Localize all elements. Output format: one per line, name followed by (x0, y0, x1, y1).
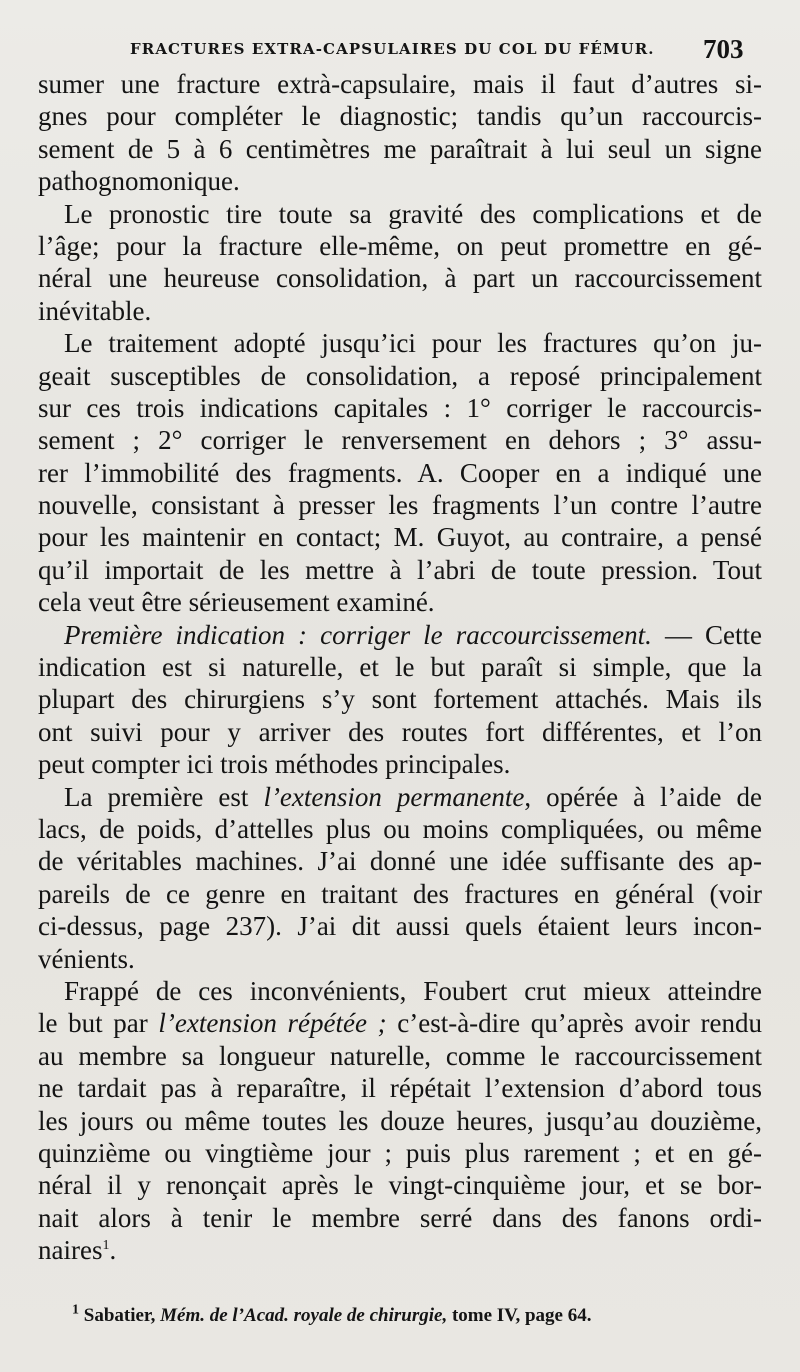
page-header (0, 34, 800, 68)
page-number: 703 (703, 34, 744, 64)
text-line: nait alors à tenir le membre serré dans des fanons ordi- (38, 1202, 762, 1233)
footnote-marker: 1 (72, 1302, 79, 1318)
text-line: vénients. (38, 943, 135, 974)
text-line: gnes pour compléter le diagnostic; tandis qu’un raccourcis- (38, 101, 762, 132)
text-line: inévitable. (38, 295, 152, 326)
text-line: sumer une fracture extrà-capsulaire, mais il faut d’autres si- (38, 69, 762, 99)
text-line: de véritables machines. J’ai donné une idée suffisante des ap- (38, 846, 762, 877)
emphasis-term: l’extension permanente (263, 781, 525, 812)
text-line: indication est si naturelle, et le but paraît si simple, que la (38, 652, 762, 683)
text-line: au membre sa longueur naturelle, comme le raccourcissement (38, 1040, 762, 1071)
running-title: FRACTURES EXTRA-CAPSULAIRES DU COL DU FÉMUR. (130, 40, 655, 58)
text-fragment: La première est (64, 781, 264, 812)
text-line: néral il y renonçait après le vingt-cinquième jour, et se bor- (38, 1170, 762, 1201)
text-line: néral une heureuse consolidation, à part un raccourcissement (38, 263, 762, 294)
text-line: Frappé de ces inconvénients, Foubert crut mieux atteindre (64, 975, 762, 1006)
text-line: pareils de ce genre en traitant des fractures en général (voir (38, 878, 762, 909)
text-line: geait susceptibles de consolidation, a reposé principalement (38, 360, 762, 391)
text-line: Le pronostic tire toute sa gravité des complications et de (64, 198, 762, 229)
text-line: ont suivi pour y arriver des routes fort différentes, et l’on (38, 716, 762, 747)
text-line: ci-dessus, page 237). J’ai dit aussi quels étaient leurs incon- (38, 911, 762, 942)
text-fragment: , opérée à l’aide de (524, 781, 763, 812)
body-text (38, 68, 762, 1266)
text-line: sement de 5 à 6 centimètres me paraîtrait à lui seul un signe (38, 133, 762, 164)
footnote-volume-page: tome IV, page 64. (447, 1305, 592, 1326)
text-line: sur ces trois indications capitales : 1° corriger le raccourcis- (38, 392, 762, 423)
paragraph-first-indication (38, 619, 762, 781)
text-line: nouvelle, consistant à presser les fragments l’un contre l’autre (38, 490, 762, 521)
text-fragment: naires (38, 1235, 103, 1266)
text-line: sement ; 2° corriger le renversement en dehors ; 3° assu- (38, 425, 762, 456)
text-line: plupart des chirurgiens s’y sont fortement attachés. Mais ils (38, 684, 762, 715)
text-line: pour les maintenir en contact; M. Guyot, au contraire, a pensé (38, 522, 762, 553)
emphasis-term: l’extension répétée ; (158, 1008, 387, 1039)
text-line: les jours ou même toutes les douze heures, jusqu’au douzième, (38, 1105, 762, 1136)
text-line: l’âge; pour la fracture elle-même, on peut promettre en gé- (38, 230, 762, 261)
text-fragment: — Cette (651, 619, 762, 650)
paragraph-repeated-extension (38, 975, 762, 1267)
text-line: Le traitement adopté jusqu’ici pour les fractures qu’on ju- (64, 328, 762, 359)
paragraph-treatment (38, 327, 762, 619)
footnote-reference[interactable]: 1 (102, 1238, 110, 1254)
footnote-author: Sabatier, (83, 1305, 161, 1326)
text-line: cela veut être sérieusement examiné. (38, 587, 435, 618)
text-fragment: c’est-à-dire qu’après avoir rendu (386, 1008, 762, 1039)
text-line: pathognomonique. (38, 166, 240, 197)
text-fragment: le but par (38, 1008, 159, 1039)
text-line: peut compter ici trois méthodes principales. (38, 749, 511, 780)
footnote-source-title: Mém. de l’Acad. royale de chirurgie, (160, 1305, 448, 1326)
paragraph-permanent-extension (38, 781, 762, 975)
paragraph-diagnosis (38, 68, 762, 198)
text-line: quinzième ou vingtième jour ; puis plus rarement ; et en gé- (38, 1137, 762, 1168)
text-line: ne tardait pas à reparaître, il répétait l’extension d’abord tous (38, 1073, 762, 1104)
text-line: rer l’immobilité des fragments. A. Cooper en a indiqué une (38, 457, 762, 488)
section-heading: Première indication : corriger le raccourcissement. (64, 619, 652, 650)
footnote (72, 1302, 762, 1327)
text-line: qu’il importait de les mettre à l’abri de toute pression. Tout (38, 554, 762, 585)
text-fragment: . (109, 1235, 117, 1266)
paragraph-prognosis (38, 198, 762, 328)
text-line: lacs, de poids, d’attelles plus ou moins compliquées, ou même (38, 813, 762, 844)
